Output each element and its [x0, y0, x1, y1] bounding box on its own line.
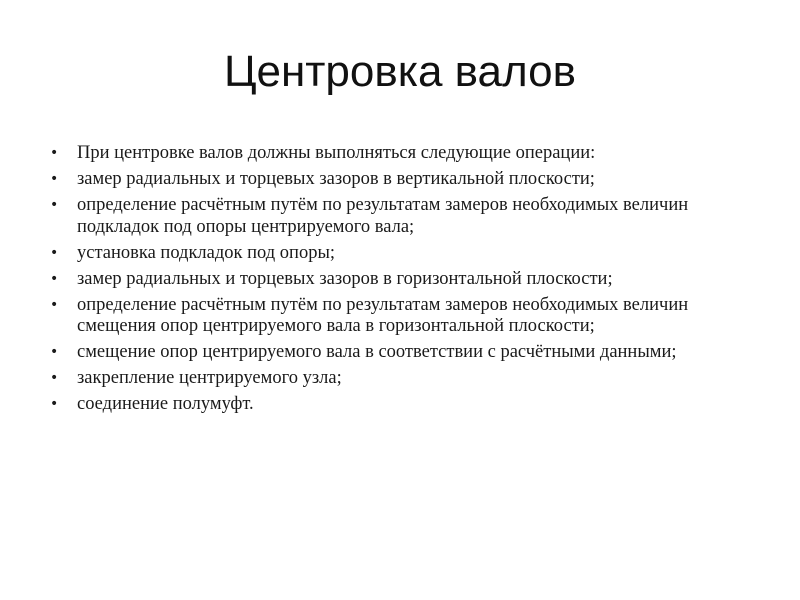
slide-title: Центровка валов: [223, 47, 577, 96]
bullet-text: замер радиальных и торцевых зазоров в горизонтальной плоскости;: [77, 268, 613, 289]
bullet-icon: •: [50, 145, 59, 161]
bullet-item: [50, 269, 760, 291]
bullet-item: [50, 394, 760, 416]
bullet-text: замер радиальных и торцевых зазоров в вертикальной плоскости;: [77, 169, 595, 189]
bullet-icon: •: [50, 344, 59, 360]
bullet-item: [50, 169, 760, 191]
bullet-item: [50, 342, 760, 364]
bullet-text: смещение опор центрируемого вала в соответствии с расчётными данными;: [77, 342, 677, 362]
bullet-item: [50, 243, 760, 265]
bullet-text: При центровке валов должны выполняться следующие операции:: [77, 143, 596, 163]
bullet-icon: •: [50, 197, 59, 213]
bullet-icon: •: [50, 296, 59, 313]
bullet-text: соединение полумуфт.: [77, 394, 254, 414]
bullet-text: определение расчётным путём по результатам замеров необходимых величин подкладок под опоры центрируемого вала;: [77, 195, 689, 237]
bullet-icon: •: [50, 370, 59, 386]
bullet-text: закрепление центрируемого узла;: [77, 368, 342, 388]
bullet-text: определение расчётным путём по результатам замеров необходимых величин смещения опор центрируемого вала в горизонтальной плоскости;: [77, 294, 689, 336]
bullet-icon: •: [50, 244, 59, 261]
bullet-item: [50, 295, 760, 338]
bullet-item: [50, 195, 760, 238]
bullet-icon: •: [50, 270, 59, 287]
bullet-icon: •: [50, 396, 59, 412]
bullet-text: установка подкладок под опоры;: [77, 242, 336, 263]
bullet-item: [50, 143, 760, 165]
bullet-list: [50, 143, 760, 420]
bullet-item: [50, 368, 760, 390]
bullet-icon: •: [50, 171, 59, 187]
